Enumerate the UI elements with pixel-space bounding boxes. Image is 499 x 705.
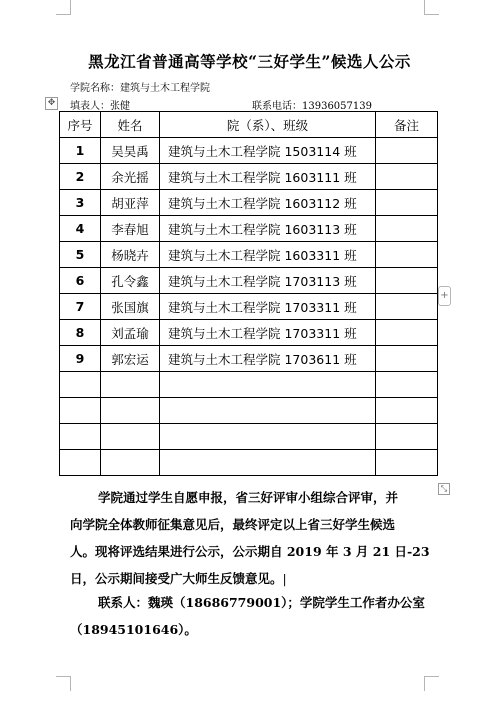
table-row-empty [60, 398, 438, 424]
table-move-handle-icon[interactable]: ✥ [45, 97, 58, 110]
row-no[interactable] [60, 450, 101, 476]
row-note[interactable] [376, 268, 438, 294]
announcement-line: 向学院全体教师征集意见后，最终评定以上省三好学生候选 [70, 517, 396, 532]
column-header-college[interactable]: 院（系）、班级 [160, 112, 376, 138]
row-no[interactable] [60, 372, 101, 398]
column-header-name[interactable]: 姓名 [101, 112, 160, 138]
row-note[interactable] [376, 294, 438, 320]
table-row [60, 190, 438, 216]
table-header-row [60, 112, 438, 138]
row-note[interactable] [376, 424, 438, 450]
form-filler: 填表人：张健 [70, 101, 130, 112]
announcement-line: 学院通过学生自愿申报，省三好评审小组综合评审，并 [98, 490, 399, 505]
row-name[interactable]: 杨晓卉 [101, 242, 160, 268]
row-name[interactable] [101, 372, 160, 398]
school-name: 学院名称：建筑与土木工程学院 [70, 83, 210, 94]
row-note[interactable] [376, 242, 438, 268]
row-name[interactable]: 吴昊禹 [101, 138, 160, 164]
announcement-line: 人。现将评选结果进行公示，公示期自 2019 年 3 月 21 日-23 [70, 544, 430, 559]
table-row [60, 320, 438, 346]
column-header-note[interactable]: 备注 [376, 112, 438, 138]
row-name[interactable]: 孔令鑫 [101, 268, 160, 294]
table-row-empty [60, 450, 438, 476]
row-no[interactable] [60, 424, 101, 450]
table-row [60, 138, 438, 164]
row-college[interactable]: 建筑与土木工程学院 1703311 班 [160, 320, 376, 346]
table-row [60, 294, 438, 320]
row-name[interactable]: 郭宏运 [101, 346, 160, 372]
row-note[interactable] [376, 190, 438, 216]
table-row [60, 216, 438, 242]
row-note[interactable] [376, 372, 438, 398]
row-college[interactable]: 建筑与土木工程学院 1603113 班 [160, 216, 376, 242]
row-name[interactable] [101, 424, 160, 450]
row-college[interactable]: 建筑与土木工程学院 1703611 班 [160, 346, 376, 372]
row-college[interactable] [160, 424, 376, 450]
row-college[interactable] [160, 398, 376, 424]
announcement-line-text: 日，公示期间接受广大师生反馈意见。 [70, 571, 283, 586]
page-corner-mark [424, 0, 439, 15]
row-no[interactable]: 3 [60, 190, 101, 216]
row-note[interactable] [376, 398, 438, 424]
row-no[interactable]: 7 [60, 294, 101, 320]
page-corner-mark [424, 676, 439, 691]
row-college[interactable]: 建筑与土木工程学院 1603111 班 [160, 164, 376, 190]
table-row-empty [60, 372, 438, 398]
document-title: 黑龙江省普通高等学校“三好学生”候选人公示 [88, 52, 411, 71]
table-row [60, 268, 438, 294]
table-row-empty [60, 424, 438, 450]
row-note[interactable] [376, 450, 438, 476]
row-note[interactable] [376, 216, 438, 242]
row-note[interactable] [376, 346, 438, 372]
page-corner-mark [56, 0, 71, 15]
column-header-no[interactable]: 序号 [60, 112, 101, 138]
contact-phone: 联系电话：13936057139 [252, 101, 372, 112]
text-cursor: | [282, 571, 287, 586]
row-note[interactable] [376, 164, 438, 190]
contact-paragraph[interactable] [70, 589, 432, 643]
table-row [60, 346, 438, 372]
row-name[interactable]: 刘孟瑜 [101, 320, 160, 346]
row-no[interactable]: 2 [60, 164, 101, 190]
row-college[interactable] [160, 450, 376, 476]
row-name[interactable]: 张国旗 [101, 294, 160, 320]
row-college[interactable]: 建筑与土木工程学院 1603311 班 [160, 242, 376, 268]
row-note[interactable] [376, 138, 438, 164]
row-name[interactable]: 胡亚萍 [101, 190, 160, 216]
row-name[interactable]: 余光摇 [101, 164, 160, 190]
row-college[interactable]: 建筑与土木工程学院 1703311 班 [160, 294, 376, 320]
row-college[interactable]: 建筑与土木工程学院 1503114 班 [160, 138, 376, 164]
row-name[interactable] [101, 450, 160, 476]
table-row [60, 242, 438, 268]
row-note[interactable] [376, 320, 438, 346]
row-no[interactable]: 9 [60, 346, 101, 372]
announcement-paragraph[interactable] [70, 484, 432, 592]
row-no[interactable] [60, 398, 101, 424]
row-name[interactable] [101, 398, 160, 424]
row-college[interactable]: 建筑与土木工程学院 1603112 班 [160, 190, 376, 216]
contact-line: （18945101646）。 [70, 622, 197, 637]
table-row [60, 164, 438, 190]
row-no[interactable]: 1 [60, 138, 101, 164]
row-no[interactable]: 5 [60, 242, 101, 268]
row-no[interactable]: 6 [60, 268, 101, 294]
table-resize-handle-icon[interactable]: ⤡ [438, 483, 450, 495]
add-column-icon[interactable]: + [438, 286, 451, 306]
page-corner-mark [56, 676, 71, 691]
row-name[interactable]: 李春旭 [101, 216, 160, 242]
announcement-line [70, 565, 432, 592]
row-no[interactable]: 4 [60, 216, 101, 242]
row-no[interactable]: 8 [60, 320, 101, 346]
candidate-table [59, 111, 438, 476]
contact-line: 联系人：魏瑛（18686779001）；学院学生工作者办公室 [98, 595, 425, 610]
row-college[interactable]: 建筑与土木工程学院 1703113 班 [160, 268, 376, 294]
row-college[interactable] [160, 372, 376, 398]
